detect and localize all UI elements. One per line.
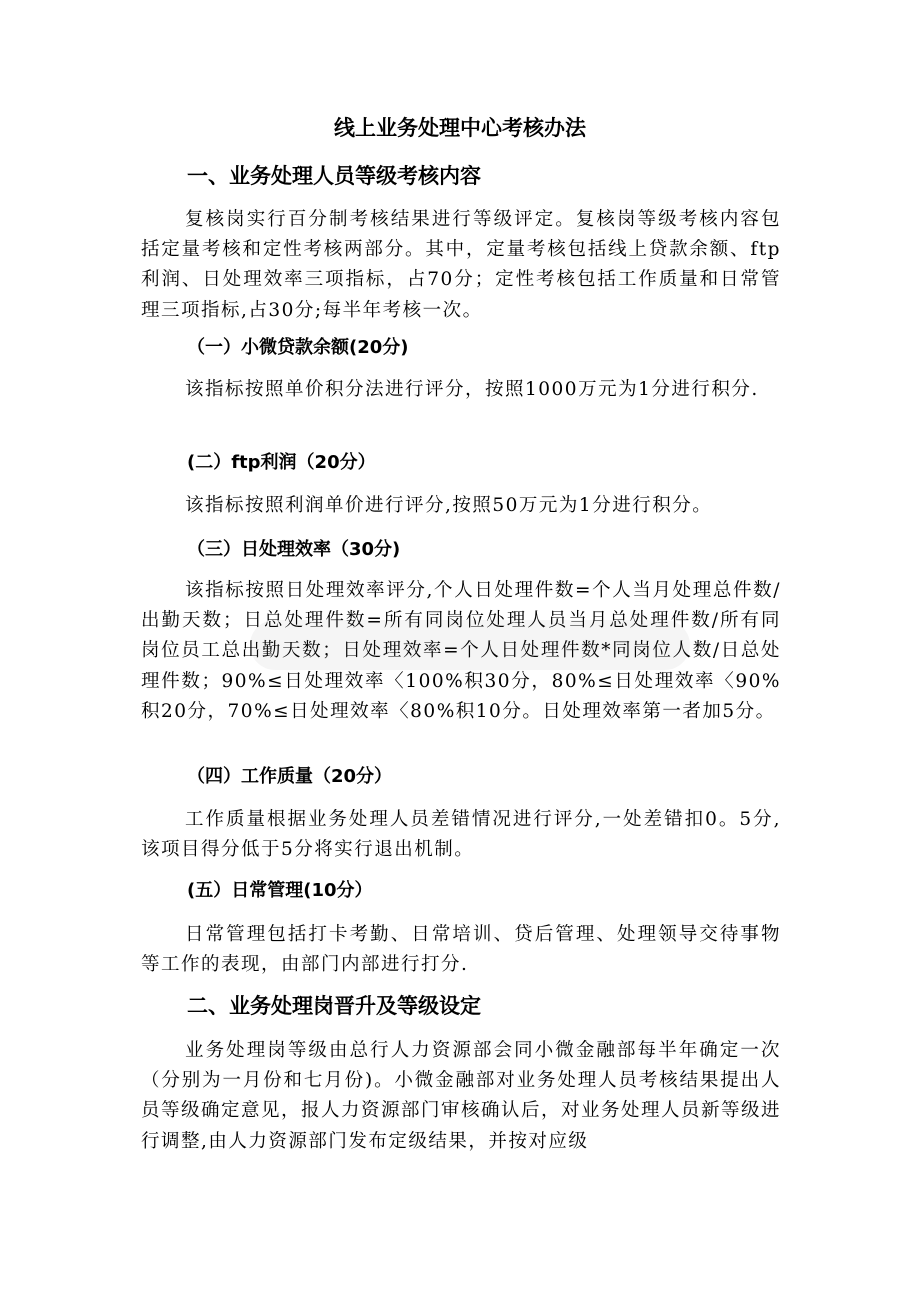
item-4-heading: （四）工作质量（20分） (187, 766, 393, 787)
item-3-text: 该指标按照日处理效率评分,个人日处理件数=个人当月处理总件数/出勤天数；日总处理件数=所有同岗位处理人员当月总处理件数/所有同岗位员工总出勤天数；日处理效率=个人日处理件数*同岗位人数/日总处理件数；90%≤日处理效率〈100%积30分，80%≤日处理效率〈90%积20分，70%≤日处理效率〈80%积10分。日处理效率第一者加5分。 (141, 580, 781, 722)
item-2-heading: (二）ftp利润（20分） (187, 452, 376, 473)
item-5-text: 日常管理包括打卡考勤、日常培训、贷后管理、处理领导交待事物等工作的表现，由部门内部进行打分. (141, 924, 781, 976)
section-1-heading: 一、业务处理人员等级考核内容 (187, 164, 481, 188)
section-2-text: 业务处理岗等级由总行人力资源部会同小微金融部每半年确定一次（分别为一月份和七月份)。小微金融部对业务处理人员考核结果提出人员等级确定意见，报人力资源部门审核确认后，对业务处理人员新等级进行调整,由人力资源部门发布定级结果，并按对应级 (141, 1040, 782, 1152)
item-5-heading: (五）日常管理(10分） (187, 880, 373, 901)
item-3-heading: （三）日处理效率（30分) (187, 539, 401, 560)
section-2-heading: 二、业务处理岗晋升及等级设定 (187, 994, 481, 1018)
item-4-text: 工作质量根据业务处理人员差错情况进行评分,一处差错扣0。5分,该项目得分低于5分将实行退出机制。 (141, 809, 781, 861)
section-1-intro: 复核岗实行百分制考核结果进行等级评定。复核岗等级考核内容包括定量考核和定性考核两部分。其中，定量考核包括线上贷款余额、ftp利润、日处理效率三项指标，占70分；定性考核包括工作质量和日常管理三项指标,占30分;每半年考核一次。 (141, 209, 781, 321)
item-2-text: 该指标按照利润单价进行评分,按照50万元为1分进行积分。 (185, 495, 713, 516)
document-title: 线上业务处理中心考核办法 (334, 116, 586, 140)
item-1-text: 该指标按照单价积分法进行评分，按照1000万元为1分进行积分. (185, 379, 759, 400)
item-1-heading: （一）小微贷款余额(20分) (187, 337, 409, 358)
